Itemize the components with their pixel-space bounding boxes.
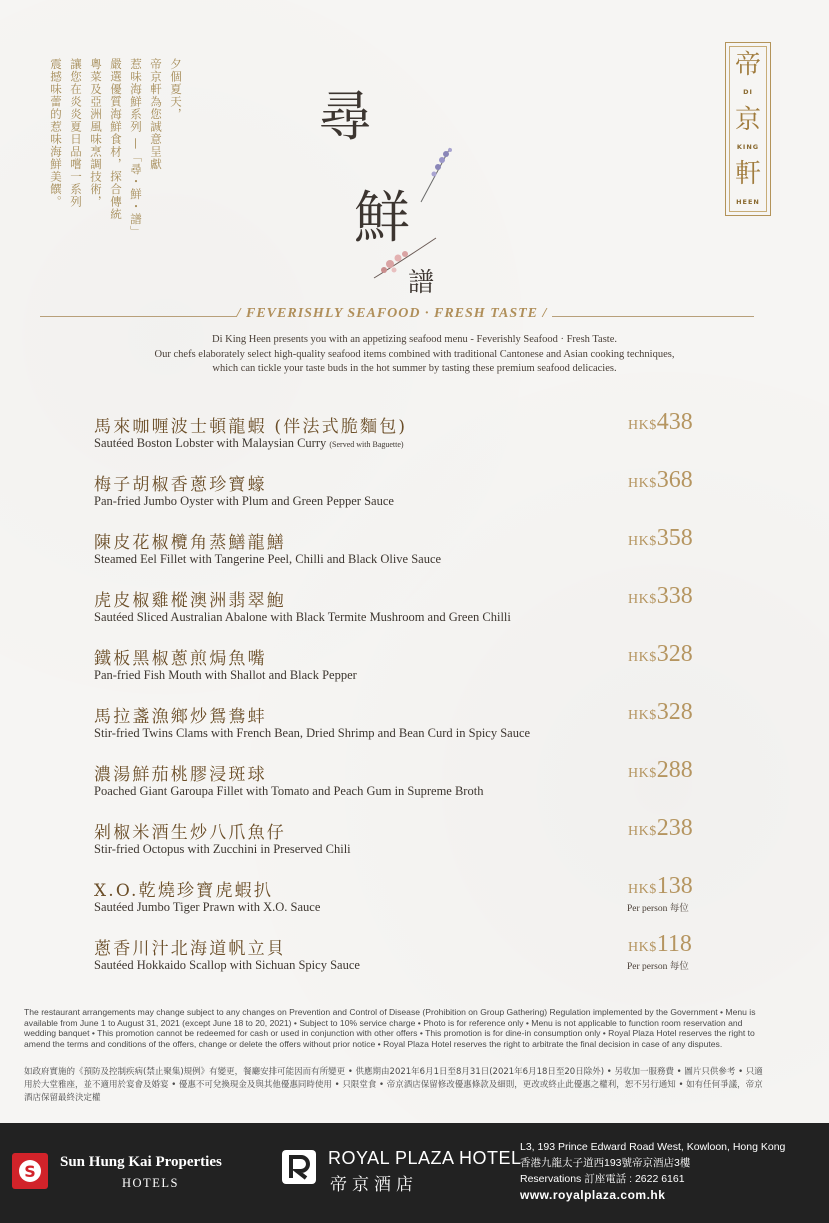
poem-line: 粵菜及亞洲風味烹調技術，: [89, 58, 103, 208]
reservation-phone: Reservations 訂座電話 : 2622 6161: [520, 1173, 685, 1185]
calligraphy-char: 譜: [408, 268, 435, 298]
poem-line: 帝京軒為您誠意呈獻: [149, 58, 163, 171]
calligraphy-char: 尋: [318, 85, 372, 148]
logo-char: 帝: [734, 50, 761, 80]
dish-price: HK$358: [628, 525, 693, 551]
hotel-name-cn: 帝京酒店: [330, 1175, 418, 1195]
intro-text: [60, 333, 769, 377]
vertical-poem: [50, 58, 182, 258]
dish-name-cn: 蔥香川汁北海道帆立貝: [94, 939, 286, 959]
menu-item: [94, 757, 714, 810]
poem-line: 讓您在炎炎夏日品嚐一系列: [69, 58, 83, 208]
menu-item: [94, 699, 714, 752]
dish-price: HK$238: [628, 815, 693, 841]
dish-name-cn: 梅子胡椒香蔥珍寶蠔: [94, 475, 267, 495]
intro-line: which can tickle your taste buds in the hot summer by tasting these premium seafood delicacies.: [212, 363, 617, 374]
website-link[interactable]: www.royalplaza.com.hk: [520, 1188, 666, 1202]
dish-price: HK$328: [628, 641, 693, 667]
address-en: L3, 193 Prince Edward Road West, Kowloon, Hong Kong: [520, 1141, 786, 1153]
menu-item: [94, 525, 714, 578]
dish-name-cn: 馬拉盞漁鄉炒鴛鴦蚌: [94, 707, 267, 727]
terms-cn: 如政府實施的《預防及控制疾病(禁止聚集)規例》有變更，餐廳安排可能因而有所變更 • 供應期由2021年6月1日至8月31日(2021年6月18日至20日除外) • 另收加一服務費 • 圖片只供參考 • 只適用於大堂雅座，並不適用於宴會及婚宴 • 優惠不可兌換現金及與其他優惠同時使用 • 只限堂食 • 帝京酒店保留修改優惠條款及細則，更改或終止此優惠之權利，恕不另行通知 • 如有任何爭議，帝京酒店保留最終決定權: [24, 1067, 763, 1103]
dish-name-cn: 濃湯鮮茄桃膠浸斑球: [94, 765, 267, 785]
poem-line: 嚴選優質海鮮食材，探合傳統: [109, 58, 123, 221]
poem-line: 震撼味蕾的惹味海鮮美饌。: [49, 58, 63, 208]
per-person-label: Per person 每位: [627, 962, 689, 972]
dish-name-en: Steamed Eel Fillet with Tangerine Peel, Chilli and Black Olive Sauce: [94, 552, 442, 566]
per-person-label: Per person 每位: [627, 904, 689, 914]
dish-name-en: Sautéed Sliced Australian Abalone with Black Termite Mushroom and Green Chilli: [94, 610, 511, 624]
logo-text: DI: [743, 88, 753, 97]
menu-item: [94, 931, 714, 984]
divider-left: [40, 316, 236, 317]
section-title: / FEVERISHLY SEAFOOD · FRESH TASTE /: [236, 306, 548, 321]
dish-note: (Served with Baguette): [329, 440, 404, 449]
hotel-name: ROYAL PLAZA HOTEL: [328, 1148, 522, 1168]
intro-line: Di King Heen presents you with an appetizing seafood menu - Feverishly Seafood · Fresh Taste.: [212, 334, 617, 345]
dish-name-en: Sautéed Jumbo Tiger Prawn with X.O. Sauce: [94, 900, 321, 914]
dish-name-cn: 剁椒米酒生炒八爪魚仔: [94, 823, 286, 843]
dish-name-cn: 馬來咖喱波士頓龍蝦 (伴法式脆麵包): [94, 417, 408, 437]
dish-price: HK$138: [628, 873, 693, 899]
dish-name-en: Sautéed Boston Lobster with Malaysian Curry (Served with Baguette): [94, 436, 404, 450]
dish-name-en: Stir-fried Twins Clams with French Bean, Dried Shrimp and Bean Curd in Spicy Sauce: [94, 726, 531, 740]
dish-name-en: Pan-fried Jumbo Oyster with Plum and Green Pepper Sauce: [94, 494, 394, 508]
dish-name-cn: 陳皮花椒欖角蒸鱔龍鱔: [94, 533, 286, 553]
menu-item: [94, 409, 714, 462]
intro-line: Our chefs elaborately select high-quality seafood items combined with traditional Cantonese and Asian cooking techniques,: [154, 348, 675, 360]
dish-name-en: Stir-fried Octopus with Zucchini in Preserved Chili: [94, 842, 351, 856]
menu-item: [94, 815, 714, 868]
logo-char: 軒: [734, 159, 761, 189]
terms-en: The restaurant arrangements may change subject to any changes on Prevention and Control of Disease (Prohibition on Group Gathering) Regulation implemented by the Government • Menu is available from June 1 to August 31, 2021 (except June 18 to 20, 2021) • Subject to 10% service charge • Photo is for reference only • Menu is not applicable to function room reservation and wedding banquet • This promotion cannot be redeemed for cash or used in conjunction with other offers • This promotion is for dine-in consumption only • Royal Plaza Hotel reserves the right to amend the terms and conditions of the offers, change or delete the offers without prior notice • Royal Plaza Hotel reserves the right to arbitrate the final decision in case of any disputes.: [24, 1007, 756, 1049]
di-king-heen-logo: [725, 42, 771, 216]
shk-logo-icon: [12, 1153, 48, 1189]
dish-price: HK$438: [628, 409, 693, 435]
logo-text: KING: [736, 143, 760, 152]
dish-name-cn: X.O.乾燒珍寶虎蝦扒: [94, 881, 274, 901]
dish-price: HK$328: [628, 699, 693, 725]
dish-price: HK$338: [628, 583, 693, 609]
calligraphy-char: 鮮: [354, 186, 410, 251]
menu-item: [94, 583, 714, 636]
menu-item: [94, 873, 714, 926]
royal-plaza-logo-icon: [282, 1150, 316, 1184]
dish-price: HK$118: [628, 931, 692, 957]
address-cn: 香港九龍太子道西193號帝京酒店3樓: [520, 1157, 691, 1169]
dish-name-en: Pan-fried Fish Mouth with Shallot and Black Pepper: [94, 668, 357, 682]
poem-line: 惹味海鮮系列 —「尋・鮮・譜」: [129, 58, 143, 238]
logo-char: 京: [734, 104, 761, 134]
logo-text: HEEN: [736, 197, 760, 206]
dish-name-cn: 鐵板黑椒蔥煎焗魚嘴: [94, 649, 267, 669]
dish-price: HK$368: [628, 467, 693, 493]
section-title-text: FEVERISHLY SEAFOOD · FRESH TASTE: [246, 306, 538, 321]
menu-item: [94, 641, 714, 694]
pink-blossom-icon: [370, 232, 440, 284]
dish-price: HK$288: [628, 757, 693, 783]
address-block: [520, 1139, 785, 1203]
dish-name-en: Sautéed Hokkaido Scallop with Sichuan Spicy Sauce: [94, 958, 360, 972]
divider-right: [552, 316, 754, 317]
menu-item: [94, 467, 714, 520]
dish-name-en: Poached Giant Garoupa Fillet with Tomato and Peach Gum in Supreme Broth: [94, 784, 484, 798]
shk-subtitle: HOTELS: [122, 1176, 179, 1190]
dish-name-cn: 虎皮椒雞樅澳洲翡翠鮑: [94, 591, 286, 611]
svg-text:S: S: [24, 1162, 36, 1181]
shk-name: Sun Hung Kai Properties: [60, 1154, 222, 1170]
calligraphy-title: [318, 64, 458, 298]
lavender-flower-icon: [416, 144, 456, 204]
poem-line: 夕個夏天，: [169, 58, 183, 121]
